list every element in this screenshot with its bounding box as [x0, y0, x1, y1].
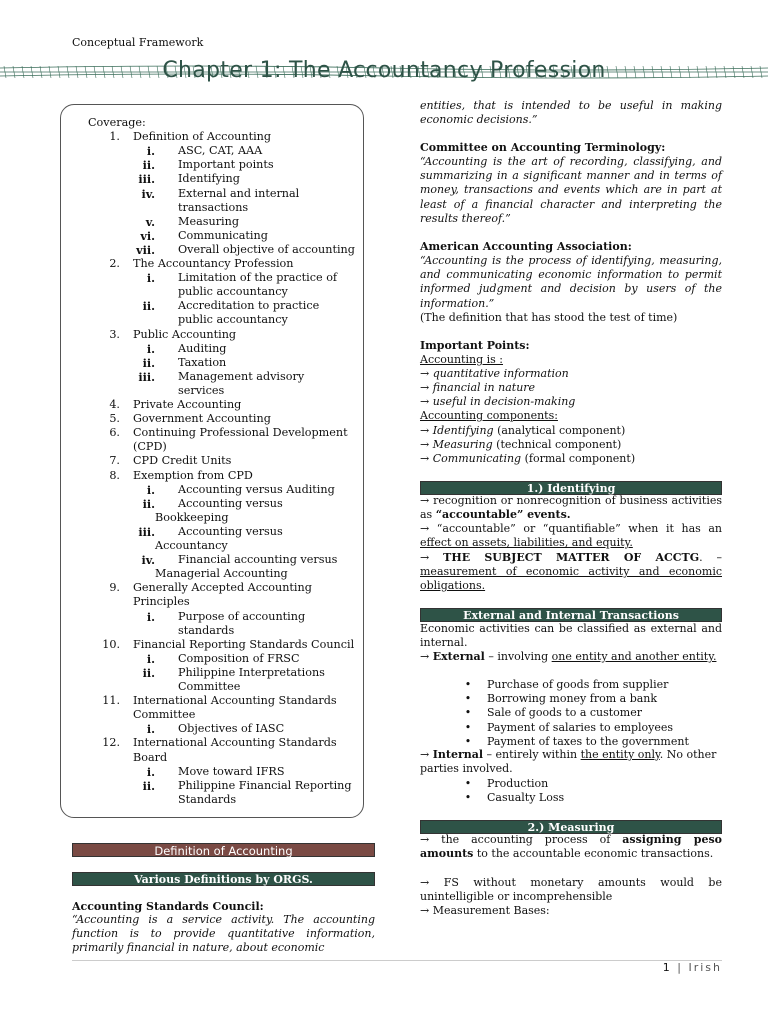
aaa-definition: “Accounting is the process of identifying, measuring, and communicating economic information to permit informed judgment and decision by users of the information.” [420, 254, 722, 310]
roman-numeral: ii. [142, 355, 155, 370]
asc-heading: Accounting Standards Council: [72, 900, 264, 913]
bullet-icon: • [464, 791, 472, 805]
item-label-cont: Committee [178, 680, 241, 693]
roman-numeral: ii. [142, 158, 155, 173]
roman-numeral: iv. [141, 186, 155, 201]
item-number: 9. [109, 581, 120, 595]
item-number: 11. [102, 694, 120, 708]
item-label: Continuing Professional Development [133, 426, 348, 440]
measuring-p3: → Measurement Bases: [420, 904, 550, 917]
component-3: → Communicating (formal component) [420, 452, 636, 465]
arrow-icon: → [420, 876, 430, 889]
roman-numeral: ii. [142, 496, 155, 511]
roman-numeral: i. [146, 482, 155, 497]
component-2: → Measuring (technical component) [420, 438, 622, 451]
item-label-cont: (CPD) [133, 440, 167, 454]
bullet-icon: • [464, 734, 472, 748]
external-definition: → External – involving one entity and another entity. [420, 650, 717, 663]
item-label-cont: Accountancy [155, 539, 228, 552]
arrow-icon: → [420, 904, 430, 917]
arrow-icon: → [420, 395, 430, 408]
transactions-intro: Economic activities can be classified as external and internal. [420, 622, 722, 650]
roman-numeral: iii. [138, 172, 155, 187]
asc-definition-continued: entities, that is intended to be useful in making economic decisions.” [420, 99, 722, 127]
item-label: Private Accounting [133, 398, 242, 411]
item-label-cont: Principles [133, 595, 190, 609]
item-label: Management advisory [178, 369, 305, 383]
bullet-item: • Payment of taxes to the government [462, 735, 689, 749]
roman-numeral: i. [146, 651, 155, 666]
item-label: Exemption from CPD [133, 468, 253, 482]
roman-numeral: iii. [138, 369, 155, 384]
item-label-cont: public accountancy [178, 313, 288, 327]
item-number: 1. [109, 130, 120, 144]
item-label: Identifying [178, 172, 240, 186]
chapter-title: Chapter 1: The Accountancy Profession [162, 58, 606, 83]
item-label: Government Accounting [133, 412, 271, 426]
bullet-item: • Borrowing money from a bank [462, 692, 657, 706]
arrow-icon: → [420, 381, 430, 394]
measuring-p2: → FS without monetary amounts would be unintelligible or incomprehensible [420, 876, 722, 904]
bullet-item: • Production [462, 777, 548, 791]
item-label: ASC, CAT, AAA [178, 144, 263, 158]
bullet-item: • Sale of goods to a customer [462, 706, 642, 720]
item-number: 3. [109, 327, 120, 341]
asc-definition: “Accounting is a service activity. The accounting function is to provide quantitative information, primarily financial in nature, about economic [72, 913, 375, 955]
accounting-is-label: Accounting is : [420, 353, 503, 366]
item-label: Philippine Interpretations [178, 665, 325, 679]
bullet-item: • Purchase of goods from supplier [462, 678, 668, 692]
item-label-cont: standards [178, 623, 235, 637]
coverage-heading: Coverage: [88, 116, 146, 129]
page-number: 1 [662, 961, 672, 974]
author-name: Irish [688, 961, 722, 974]
point-3: → useful in decision-making [420, 395, 576, 408]
item-label: Objectives of IASC [178, 722, 285, 736]
item-label: Taxation [178, 355, 227, 369]
item-number: 7. [109, 454, 120, 468]
identifying-p2: → “accountable” or “quantifiable” when it has an effect on assets, liabilities, and equity. [420, 522, 722, 550]
bullet-icon: • [464, 678, 472, 691]
running-header: Conceptual Framework [72, 36, 204, 49]
various-definitions-bar: Various Definitions by ORGS. [72, 872, 375, 886]
item-label: The Accountancy Profession [133, 257, 294, 270]
item-number: 12. [102, 736, 120, 750]
item-label: Move toward IFRS [178, 764, 285, 778]
item-label-cont: Bookkeeping [155, 510, 229, 524]
roman-numeral: vi. [140, 228, 155, 243]
item-label: Important points [178, 158, 274, 172]
roman-numeral: i. [146, 722, 155, 737]
important-points-heading: Important Points: [420, 339, 530, 352]
arrow-icon: → [420, 438, 430, 451]
item-label: Public Accounting [133, 327, 237, 341]
definition-of-accounting-bar: Definition of Accounting [72, 843, 375, 857]
bullet-icon: • [464, 706, 472, 720]
roman-numeral: iv. [141, 553, 155, 568]
item-label-cont: Board [133, 750, 168, 764]
bullet-item: • Casualty Loss [462, 791, 564, 805]
roman-numeral: i. [146, 764, 155, 779]
item-label: Auditing [178, 341, 227, 355]
roman-numeral: iii. [138, 524, 155, 539]
item-label-cont: public accountancy [178, 285, 288, 299]
roman-numeral: ii. [142, 299, 155, 314]
item-number: 8. [109, 468, 120, 482]
roman-numeral: i. [146, 271, 155, 286]
arrow-icon: → [420, 424, 430, 437]
arrow-icon: → [420, 522, 430, 535]
cat-definition: “Accounting is the art of recording, classifying, and summarizing in a significant manner and in terms of money, transactions and events which are in part at least of a financial character and interpreting the results thereof.” [420, 155, 722, 225]
item-label: Accounting versus Auditing [178, 482, 335, 496]
item-label: External and internal [178, 186, 300, 200]
item-label-cont: Committee [133, 708, 196, 722]
arrow-icon: → [420, 367, 430, 380]
arrow-icon: → [420, 494, 430, 507]
item-label: Composition of FRSC [178, 651, 300, 665]
roman-numeral: i. [146, 609, 155, 624]
item-number: 4. [109, 398, 120, 411]
bullet-icon: • [464, 777, 472, 790]
item-label: Generally Accepted Accounting [133, 581, 312, 595]
arrow-icon: → [420, 452, 430, 465]
item-number: 10. [102, 637, 120, 651]
item-label: Limitation of the practice of [178, 271, 338, 285]
arrow-icon: → [420, 551, 430, 564]
item-number: 5. [109, 412, 120, 426]
arrow-icon: → [420, 833, 430, 846]
item-label: International Accounting Standards [133, 694, 337, 708]
component-1: → Identifying (analytical component) [420, 424, 626, 437]
footer-rule [72, 960, 722, 961]
item-label-cont: Managerial Accounting [155, 567, 288, 581]
item-label: Communicating [178, 228, 268, 242]
item-label-cont: services [178, 383, 225, 397]
transactions-bar: External and Internal Transactions [420, 608, 722, 622]
item-label: Measuring [178, 214, 239, 228]
roman-numeral: vii. [136, 242, 155, 257]
item-label-cont: transactions [178, 200, 249, 214]
item-label: Financial Reporting Standards Council [133, 637, 355, 651]
measuring-p1: → the accounting process of assigning peso amounts to the accountable economic transactions. [420, 833, 722, 861]
roman-numeral: i. [146, 144, 155, 159]
arrow-icon: → [420, 748, 430, 761]
item-label: Definition of Accounting [133, 130, 272, 144]
item-label: Accounting versus [178, 524, 283, 538]
item-label: Accreditation to practice [178, 299, 320, 313]
arrow-icon: → [420, 650, 430, 663]
item-label: Financial accounting versus [178, 553, 338, 567]
item-number: 2. [109, 257, 120, 270]
roman-numeral: i. [146, 341, 155, 356]
aaa-note: (The definition that has stood the test of time) [420, 311, 678, 324]
internal-definition: → Internal – entirely within the entity only. No other parties involved. [420, 748, 717, 776]
item-label: CPD Credit Units [133, 454, 232, 468]
bullet-icon: • [464, 692, 472, 706]
roman-numeral: v. [145, 214, 155, 229]
bullet-item: • Payment of salaries to employees [462, 721, 673, 735]
point-2: → financial in nature [420, 381, 536, 394]
identifying-bar: 1.) Identifying [420, 481, 722, 495]
roman-numeral: ii. [142, 778, 155, 793]
components-label: Accounting components: [420, 409, 558, 422]
point-1: → quantitative information [420, 367, 569, 380]
identifying-p1: → recognition or nonrecognition of business activities as “accountable” events. [420, 494, 722, 522]
page-footer: 1 | Irish [662, 961, 722, 974]
item-label: Accounting versus [178, 496, 283, 510]
item-label: Philippine Financial Reporting [178, 778, 352, 792]
item-label: Purpose of accounting [178, 609, 306, 623]
item-label: International Accounting Standards [133, 736, 337, 750]
item-label-cont: Standards [178, 792, 237, 806]
roman-numeral: ii. [142, 665, 155, 680]
bullet-icon: • [464, 720, 472, 734]
item-number: 6. [109, 426, 120, 440]
aaa-heading: American Accounting Association: [420, 240, 632, 253]
item-label: Overall objective of accounting [178, 242, 355, 256]
measuring-bar: 2.) Measuring [420, 820, 722, 834]
identifying-p3: → THE SUBJECT MATTER OF ACCTG. – measurement of economic activity and economic obligations. [420, 551, 723, 593]
cat-heading: Committee on Accounting Terminology: [420, 141, 666, 154]
